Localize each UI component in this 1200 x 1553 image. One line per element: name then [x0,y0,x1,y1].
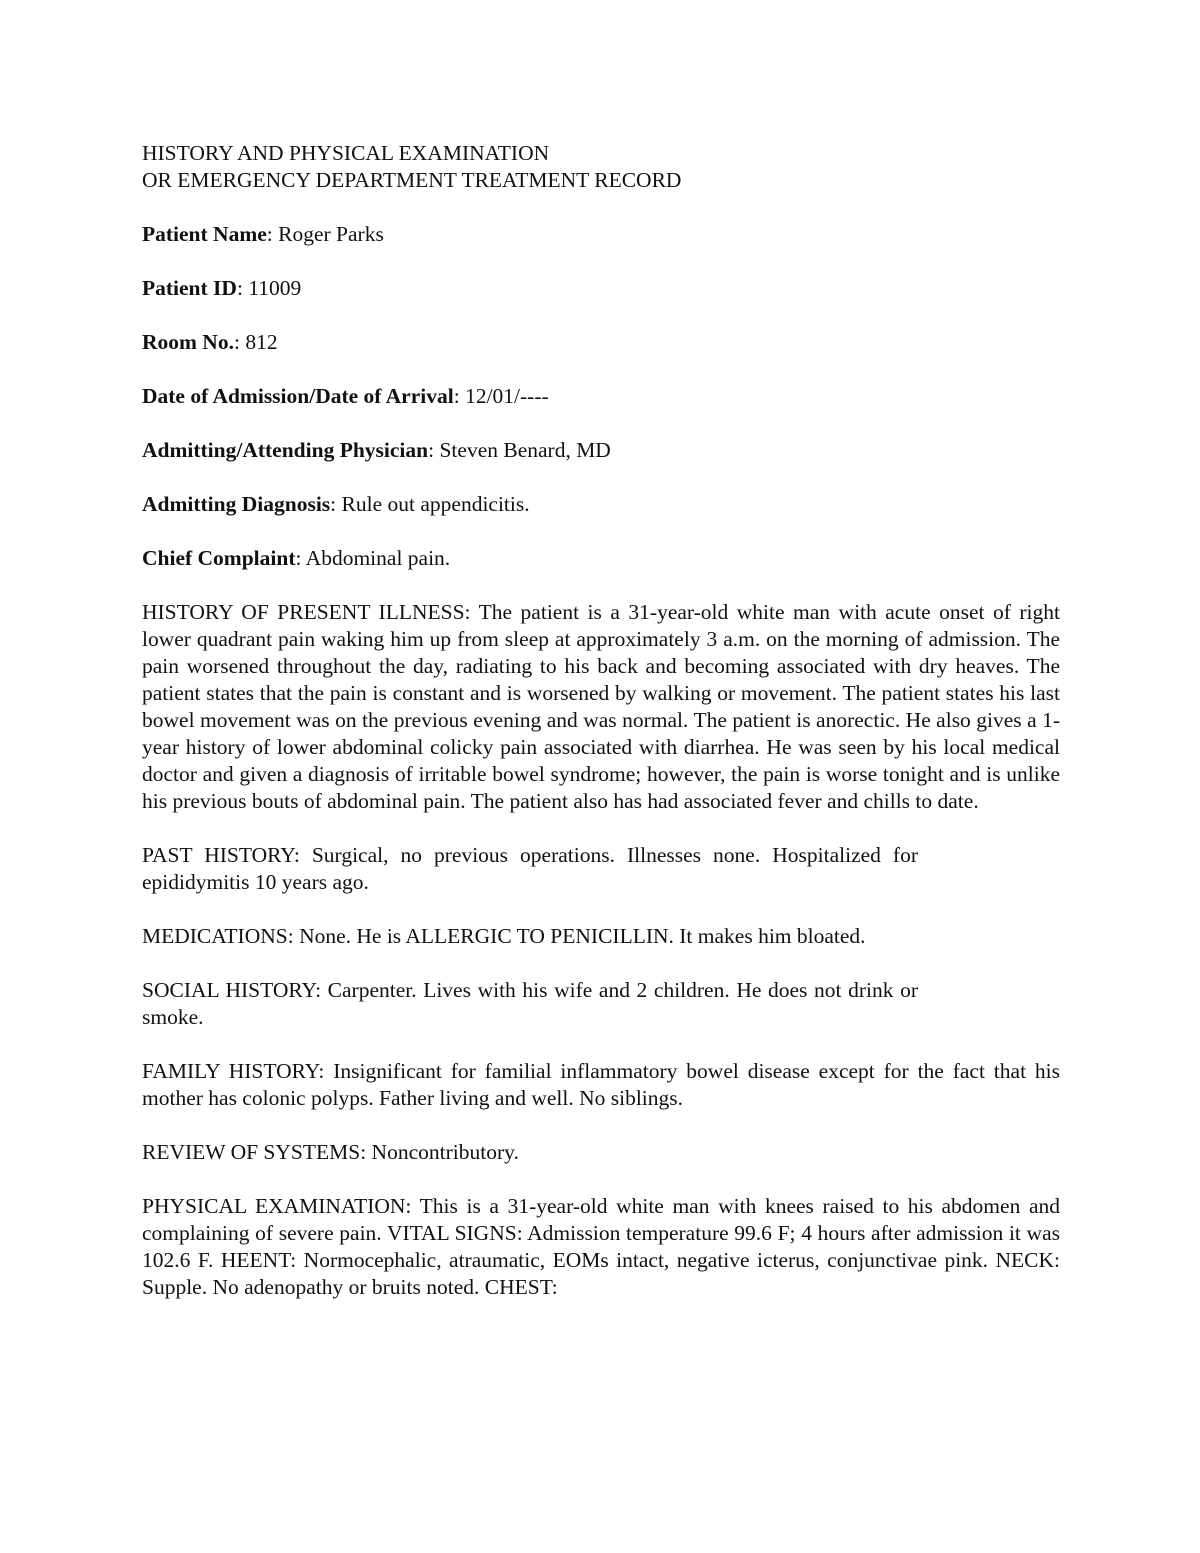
chief-complaint-value: Abdominal pain. [305,546,451,570]
admission-date-field: Date of Admission/Date of Arrival: 12/01/---- [142,384,549,408]
room-no-value: 812 [245,330,278,354]
room-no-label: Room No. [142,330,234,354]
patient-name-value: Roger Parks [278,222,384,246]
review-of-systems: REVIEW OF SYSTEMS: Noncontributory. [142,1140,519,1164]
admitting-diagnosis-label: Admitting Diagnosis [142,492,331,516]
medications: MEDICATIONS: None. He is ALLERGIC TO PENICILLIN. It makes him bloated. [142,924,866,948]
patient-id-field: Patient ID: 11009 [142,276,302,300]
document-page [142,140,1060,1301]
history-of-present-illness: HISTORY OF PRESENT ILLNESS: The patient is a 31-year-old white man with acute onset of right lower quadrant pain waking him up from sleep at approximately 3 a.m. on the morning of admission. The pain worsened throughout the day, radiating to his back and becoming associated with dry heaves. The patient states that the pain is constant and is worsened by walking or movement. The patient states his last bowel movement was on the previous evening and was normal. The patient is anorectic. He also gives a 1-year history of lower abdominal colicky pain associated with diarrhea. He was seen by his local medical doctor and given a diagnosis of irritable bowel syndrome; however, the pain is worse tonight and is unlike his previous bouts of abdominal pain. The patient also has had associated fever and chills to date. [142,600,1060,813]
patient-id-label: Patient ID [142,276,237,300]
patient-id-value: 11009 [248,276,302,300]
chief-complaint-label: Chief Complaint [142,546,296,570]
document-title [142,140,1060,194]
social-history: SOCIAL HISTORY: Carpenter. Lives with his wife and 2 children. He does not drink or smoke. [142,978,918,1029]
family-history: FAMILY HISTORY: Insignificant for familial inflammatory bowel disease except for the fact that his mother has colonic polyps. Father living and well. No siblings. [142,1059,1060,1110]
title-line-2: OR EMERGENCY DEPARTMENT TREATMENT RECORD [142,168,682,192]
admitting-diagnosis-field: Admitting Diagnosis: Rule out appendicitis. [142,492,530,516]
physician-label: Admitting/Attending Physician [142,438,429,462]
chief-complaint-field: Chief Complaint: Abdominal pain. [142,546,451,570]
past-history: PAST HISTORY: Surgical, no previous operations. Illnesses none. Hospitalized for epididymitis 10 years ago. [142,843,918,894]
room-no-field: Room No.: 812 [142,330,278,354]
admission-date-value: 12/01/---- [465,384,549,408]
patient-name-label: Patient Name [142,222,267,246]
patient-name-field: Patient Name: Roger Parks [142,222,384,246]
admitting-diagnosis-value: Rule out appendicitis. [341,492,530,516]
physician-value: Steven Benard, MD [439,438,611,462]
physical-examination: PHYSICAL EXAMINATION: This is a 31-year-old white man with knees raised to his abdomen and complaining of severe pain. VITAL SIGNS: Admission temperature 99.6 F; 4 hours after admission it was 102.6 F. HEENT: Normocephalic, atraumatic, EOMs intact, negative icterus, conjunctivae pink. NECK: Supple. No adenopathy or bruits noted. CHEST: [142,1194,1060,1299]
admission-date-label: Date of Admission/Date of Arrival [142,384,454,408]
title-line-1: HISTORY AND PHYSICAL EXAMINATION [142,141,550,165]
physician-field: Admitting/Attending Physician: Steven Benard, MD [142,438,611,462]
